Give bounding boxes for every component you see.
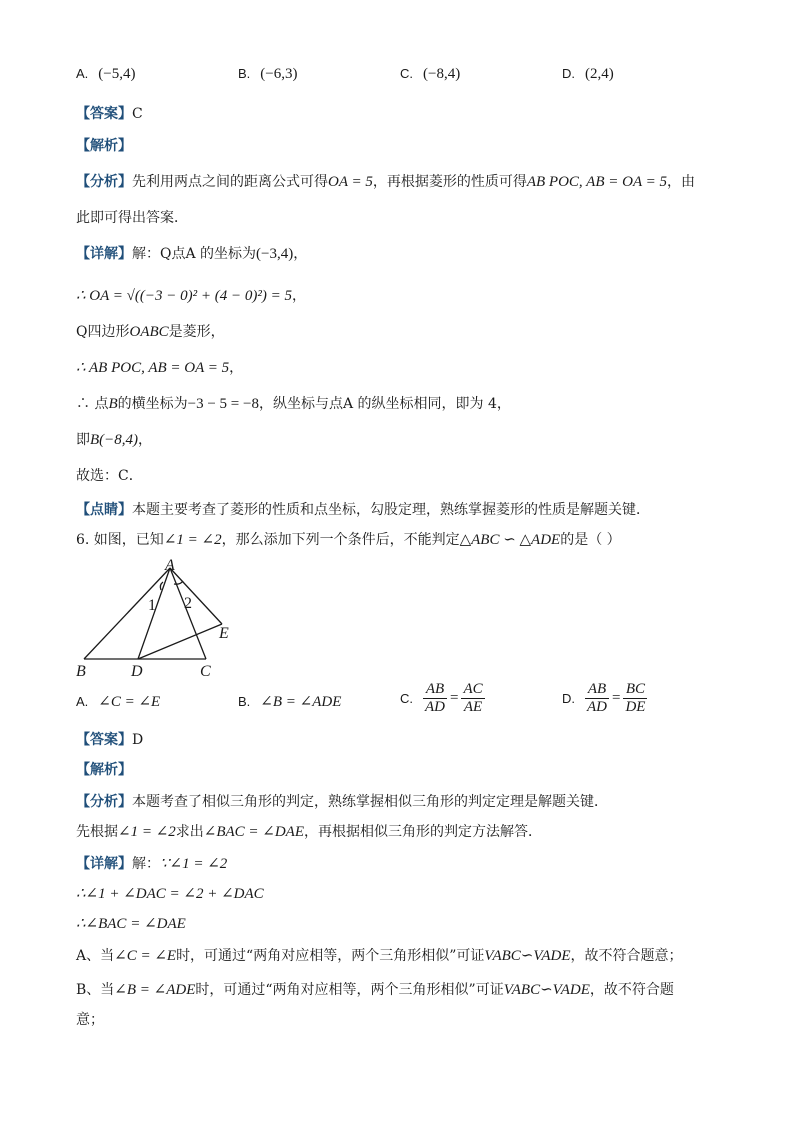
answer-tag: 【答案】 xyxy=(76,106,132,122)
q6-detail-line-6 xyxy=(76,1010,104,1030)
stem-math-b: △ABC ∽ △ADE xyxy=(459,532,561,548)
detail-text-3a: Q四边形 xyxy=(76,324,130,340)
q6-detail-text-5c: ，故不符合题 xyxy=(589,982,674,998)
comment-line xyxy=(76,500,650,520)
option-b-label: B. xyxy=(238,66,251,81)
detail-text-5b: 的横坐标为 xyxy=(117,396,188,412)
detail-text-7: 故选：C． xyxy=(76,468,143,484)
q6-option-a-label: A. xyxy=(76,694,89,709)
q6-option-c-frac-2 xyxy=(461,681,484,716)
q6-detail-line-3 xyxy=(76,914,186,934)
label-d: D xyxy=(131,663,143,680)
q6-detail-text-4a: A、当 xyxy=(76,948,115,964)
detail-text-6a: 即 xyxy=(76,432,90,448)
q6-analysis-text-2b: 求出 xyxy=(175,824,204,840)
detail-math-6: B(−8,4) xyxy=(90,432,139,448)
segment-ab xyxy=(84,568,170,659)
q6-detail-text-5a: B、当 xyxy=(76,982,115,998)
option-a xyxy=(76,66,136,83)
analysis-text-d: 此即可得出答案． xyxy=(76,210,188,226)
option-b xyxy=(238,66,298,83)
q6-option-b-value: ∠B = ∠ADE xyxy=(260,694,342,710)
q6-d-den-2: DE xyxy=(625,699,646,715)
detail-line-5 xyxy=(76,394,511,414)
option-d-value: (2,4) xyxy=(585,66,614,82)
detail-text-1a: 解：Q点A 的坐标为 xyxy=(132,246,257,262)
q6-detail-tag: 【详解】 xyxy=(76,856,132,872)
option-c xyxy=(400,66,460,83)
q6-detail-math-4b: VABC∽VADE xyxy=(484,948,571,964)
q6-explain-tag: 【解析】 xyxy=(76,762,132,778)
detail-text-1b: ， xyxy=(293,246,308,262)
detail-math-2: ∴ OA = √((−3 − 0)² + (4 − 0)²) = 5 xyxy=(76,288,292,304)
q6-option-d xyxy=(562,681,647,716)
q6-detail-math-2: ∴∠1 + ∠DAC = ∠2 + ∠DAC xyxy=(76,886,264,902)
detail-text-5c: ，纵坐标与点A 的纵坐标相同，即为 4， xyxy=(258,396,511,412)
q6-option-c-frac-1 xyxy=(423,681,447,716)
q6-d-eq: = xyxy=(612,690,621,706)
stem-text-a: 6. 如图，已知 xyxy=(76,532,164,548)
q6-analysis-math-2a: ∠1 = ∠2 xyxy=(118,824,176,840)
detail-math-3: OABC xyxy=(129,324,169,340)
q6-analysis-text: 本题考查了相似三角形的判定，熟练掌握相似三角形的判定定理是解题关键． xyxy=(132,794,608,810)
q6-detail-text-4b: 时，可通过“两角对应相等，两个三角形相似”可证 xyxy=(176,948,485,964)
analysis-text-b: ，再根据菱形的性质可得 xyxy=(372,174,527,190)
comment-tag: 【点睛】 xyxy=(76,502,132,518)
detail-text-3b: 是菱形， xyxy=(168,324,225,340)
q6-c-num-2: AC xyxy=(463,681,483,697)
option-d xyxy=(562,66,614,83)
q6-option-d-frac-2 xyxy=(623,681,647,716)
detail-line-7 xyxy=(76,466,143,486)
q6-explain-line xyxy=(76,760,132,780)
detail-line-3 xyxy=(76,322,225,342)
detail-tag: 【详解】 xyxy=(76,246,132,262)
q6-analysis-text-2a: 先根据 xyxy=(76,824,118,840)
answer-line xyxy=(76,104,143,124)
q6-detail-text-6: 意； xyxy=(76,1012,104,1028)
q6-detail-line-4 xyxy=(76,946,683,966)
option-c-label: C. xyxy=(400,66,413,81)
detail-math-1: (−3,4) xyxy=(256,246,294,262)
option-c-value: (−8,4) xyxy=(423,66,461,82)
q6-c-den-2: AE xyxy=(463,699,483,715)
explain-line xyxy=(76,136,132,156)
option-b-value: (−6,3) xyxy=(260,66,298,82)
q6-detail-math-5b: VABC∽VADE xyxy=(503,982,590,998)
analysis-text-c: ，由 xyxy=(666,174,695,190)
q6-detail-text-1a: 解： xyxy=(132,856,160,872)
stem-math-a: ∠1 = ∠2 xyxy=(163,532,222,548)
q6-option-b-label: B. xyxy=(238,694,251,709)
detail-line-4 xyxy=(76,358,243,378)
q6-detail-math-3: ∴∠BAC = ∠DAE xyxy=(76,916,186,932)
segment-de xyxy=(138,624,222,659)
q6-option-c-label: C. xyxy=(400,691,413,706)
q6-analysis-text-2c: ，再根据相似三角形的判定方法解答． xyxy=(304,824,543,840)
analysis-line-1 xyxy=(76,172,695,192)
q6-c-eq: = xyxy=(450,690,459,706)
q6-analysis-tag: 【分析】 xyxy=(76,794,132,810)
q6-detail-math-4a: ∠C = ∠E xyxy=(114,948,177,964)
q6-d-den-1: AD xyxy=(587,699,607,715)
analysis-math-a: OA = 5 xyxy=(328,174,373,190)
q6-detail-math-5a: ∠B = ∠ADE xyxy=(114,982,196,998)
segment-ac xyxy=(170,568,206,659)
detail-text-4b: ， xyxy=(229,360,244,376)
detail-math-4: ∴ AB POC, AB = OA = 5 xyxy=(76,360,230,376)
q6-answer-line xyxy=(76,730,143,750)
q6-d-num-1: AB xyxy=(585,681,609,699)
analysis-line-2 xyxy=(76,208,188,228)
analysis-tag: 【分析】 xyxy=(76,174,132,190)
q6-analysis-math-2b: ∠BAC = ∠DAE xyxy=(203,824,305,840)
q6-answer-value: D xyxy=(132,732,144,748)
analysis-math-b: AB POC, AB = OA = 5 xyxy=(526,174,667,190)
q6-detail-line-1 xyxy=(76,854,227,874)
q6-d-num-2: BC xyxy=(623,681,647,699)
label-angle-1: 1 xyxy=(148,597,156,614)
stem-text-c: 的是（ ） xyxy=(560,532,621,548)
label-angle-2: 2 xyxy=(184,595,192,612)
q6-option-a-value: ∠C = ∠E xyxy=(98,694,161,710)
q6-answer-tag: 【答案】 xyxy=(76,732,132,748)
option-d-label: D. xyxy=(562,66,575,81)
q6-option-d-label: D. xyxy=(562,691,575,706)
detail-math-5: B xyxy=(108,396,118,412)
q6-option-b xyxy=(238,692,341,711)
triangle-figure xyxy=(70,558,250,680)
detail-line-6 xyxy=(76,430,152,450)
option-a-label: A. xyxy=(76,66,89,81)
q6-c-den-1: AD xyxy=(425,699,445,715)
q6-detail-line-5 xyxy=(76,980,674,1000)
detail-text-5a: ∴ 点 xyxy=(76,396,109,412)
detail-text-6b: ， xyxy=(138,432,153,448)
analysis-text-a: 先利用两点之间的距离公式可得 xyxy=(132,174,328,190)
q6-c-num-1: AB xyxy=(423,681,447,699)
q6-analysis-line-1 xyxy=(76,792,608,812)
q6-option-c xyxy=(400,681,485,716)
stem-text-b: ，那么添加下列一个条件后，不能判定 xyxy=(221,532,460,548)
label-b: B xyxy=(76,663,86,680)
detail-line-2 xyxy=(76,286,306,306)
segment-ae xyxy=(170,568,222,624)
comment-text: 本题主要考查了菱形的性质和点坐标，勾股定理，熟练掌握菱形的性质是解题关键． xyxy=(132,502,650,518)
explain-tag: 【解析】 xyxy=(76,138,132,154)
detail-line-1 xyxy=(76,244,307,264)
detail-math-5b: −3 − 5 = −8 xyxy=(187,396,259,412)
q6-detail-math-1: ∵∠1 = ∠2 xyxy=(160,856,228,872)
option-a-value: (−5,4) xyxy=(98,66,136,82)
label-a: A xyxy=(165,558,175,574)
label-e: E xyxy=(219,625,229,642)
q6-detail-text-4c: ，故不符合题意； xyxy=(570,948,683,964)
q6-detail-line-2 xyxy=(76,884,264,904)
q6-option-a xyxy=(76,692,160,711)
q6-analysis-line-2 xyxy=(76,822,542,842)
question-6-stem xyxy=(76,530,621,550)
answer-value: C xyxy=(132,106,143,122)
detail-text-2b: ， xyxy=(291,288,306,304)
label-c: C xyxy=(200,663,211,680)
q6-detail-text-5b: 时，可通过“两角对应相等，两个三角形相似”可证 xyxy=(195,982,504,998)
q6-option-d-frac-1 xyxy=(585,681,609,716)
